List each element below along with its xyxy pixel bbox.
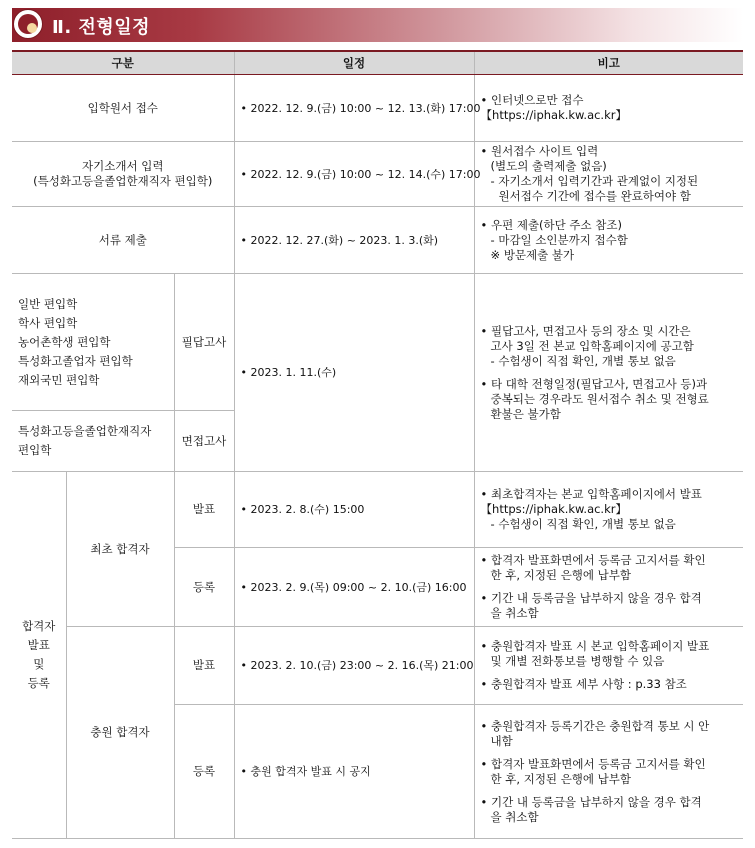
- section-title: Ⅱ. 전형일정: [52, 17, 151, 38]
- col-header-note: 비고: [474, 51, 743, 75]
- schedule-extra-announce: • 2023. 2. 10.(금) 23:00 ~ 2. 16.(목) 21:00: [234, 627, 474, 705]
- note-exam: • 필답고사, 면접고사 등의 장소 및 시간은 고사 3일 전 본교 입학홈페이지에 공고함 - 수험생이 직접 확인, 개별 통보 없음 • 타 대학 전형일정(필답고사, 면접고사 등)과 중복되는 경우라도 원서접수 취소 및 전형료 환불은 불가함: [474, 274, 743, 472]
- extra-admit-label: 충원 합격자: [66, 627, 174, 839]
- note-first-announce: • 최초합격자는 본교 입학홈페이지에서 발표 【https://iphak.kw.ac.kr】 - 수험생이 직접 확인, 개별 통보 없음: [474, 472, 743, 548]
- first-announce-label: 발표: [174, 472, 234, 548]
- logo-emblem-icon: [18, 14, 38, 34]
- schedule-essay: • 2022. 12. 9.(금) 10:00 ~ 12. 14.(수) 17:00: [234, 142, 474, 207]
- written-exam-label: 필답고사: [174, 274, 234, 411]
- result-group-label: 합격자 발표 및 등록: [12, 472, 66, 839]
- schedule-exam: • 2023. 1. 11.(수): [234, 274, 474, 472]
- note-first-register: • 합격자 발표화면에서 등록금 고지서를 확인 한 후, 지정된 은행에 납부함 • 기간 내 등록금을 납부하지 않을 경우 합격 을 취소함: [474, 548, 743, 627]
- note-extra-register: • 충원합격자 등록기간은 충원합격 통보 시 안 내함 • 합격자 발표화면에서 등록금 고지서를 확인 한 후, 지정된 은행에 납부함 • 기간 내 등록금을 납부하지 않을 경우 합격 을 취소함: [474, 705, 743, 839]
- col-header-category: 구분: [12, 51, 234, 75]
- schedule-documents: • 2022. 12. 27.(화) ~ 2023. 1. 3.(화): [234, 207, 474, 274]
- extra-announce-label: 발표: [174, 627, 234, 705]
- schedule-first-register: • 2023. 2. 9.(목) 09:00 ~ 2. 10.(금) 16:00: [234, 548, 474, 627]
- first-register-label: 등록: [174, 548, 234, 627]
- row-label-essay: 자기소개서 입력 (특성화고등을졸업한재직자 편입학): [12, 142, 234, 207]
- table-header-row: [12, 51, 743, 75]
- schedule-table: [12, 50, 743, 839]
- university-logo: [13, 9, 43, 39]
- note-application: • 인터넷으로만 접수 【https://iphak.kw.ac.kr】: [474, 75, 743, 142]
- schedule-first-announce: • 2023. 2. 8.(수) 15:00: [234, 472, 474, 548]
- schedule-extra-register: • 충원 합격자 발표 시 공지: [234, 705, 474, 839]
- col-header-schedule: 일정: [234, 51, 474, 75]
- interview-exam-types: 특성화고등을졸업한재직자 편입학: [12, 411, 174, 472]
- table-row: [12, 142, 743, 207]
- interview-exam-label: 면접고사: [174, 411, 234, 472]
- section-header: [12, 8, 743, 42]
- written-exam-types: 일반 편입학 학사 편입학 농어촌학생 편입학 특성화고졸업자 편입학 재외국민 편입학: [12, 274, 174, 411]
- note-documents: • 우편 제출(하단 주소 참조) - 마감일 소인분까지 접수함 ※ 방문제출 불가: [474, 207, 743, 274]
- note-extra-announce: • 충원합격자 발표 시 본교 입학홈페이지 발표 및 개별 전화통보를 병행할 수 있음 • 충원합격자 발표 세부 사항 : p.33 참조: [474, 627, 743, 705]
- row-label-documents: 서류 제출: [12, 207, 234, 274]
- row-label-application: 입학원서 접수: [12, 75, 234, 142]
- first-admit-label: 최초 합격자: [66, 472, 174, 627]
- table-row: [12, 75, 743, 142]
- table-row: [12, 472, 743, 548]
- table-row: [12, 627, 743, 705]
- table-row: [12, 207, 743, 274]
- extra-register-label: 등록: [174, 705, 234, 839]
- schedule-application: • 2022. 12. 9.(금) 10:00 ~ 12. 13.(화) 17:00: [234, 75, 474, 142]
- note-essay: • 원서접수 사이트 입력 (별도의 출력제출 없음) - 자기소개서 입력기간과 관계없이 지정된 원서접수 기간에 접수를 완료하여야 함: [474, 142, 743, 207]
- table-row: [12, 274, 743, 411]
